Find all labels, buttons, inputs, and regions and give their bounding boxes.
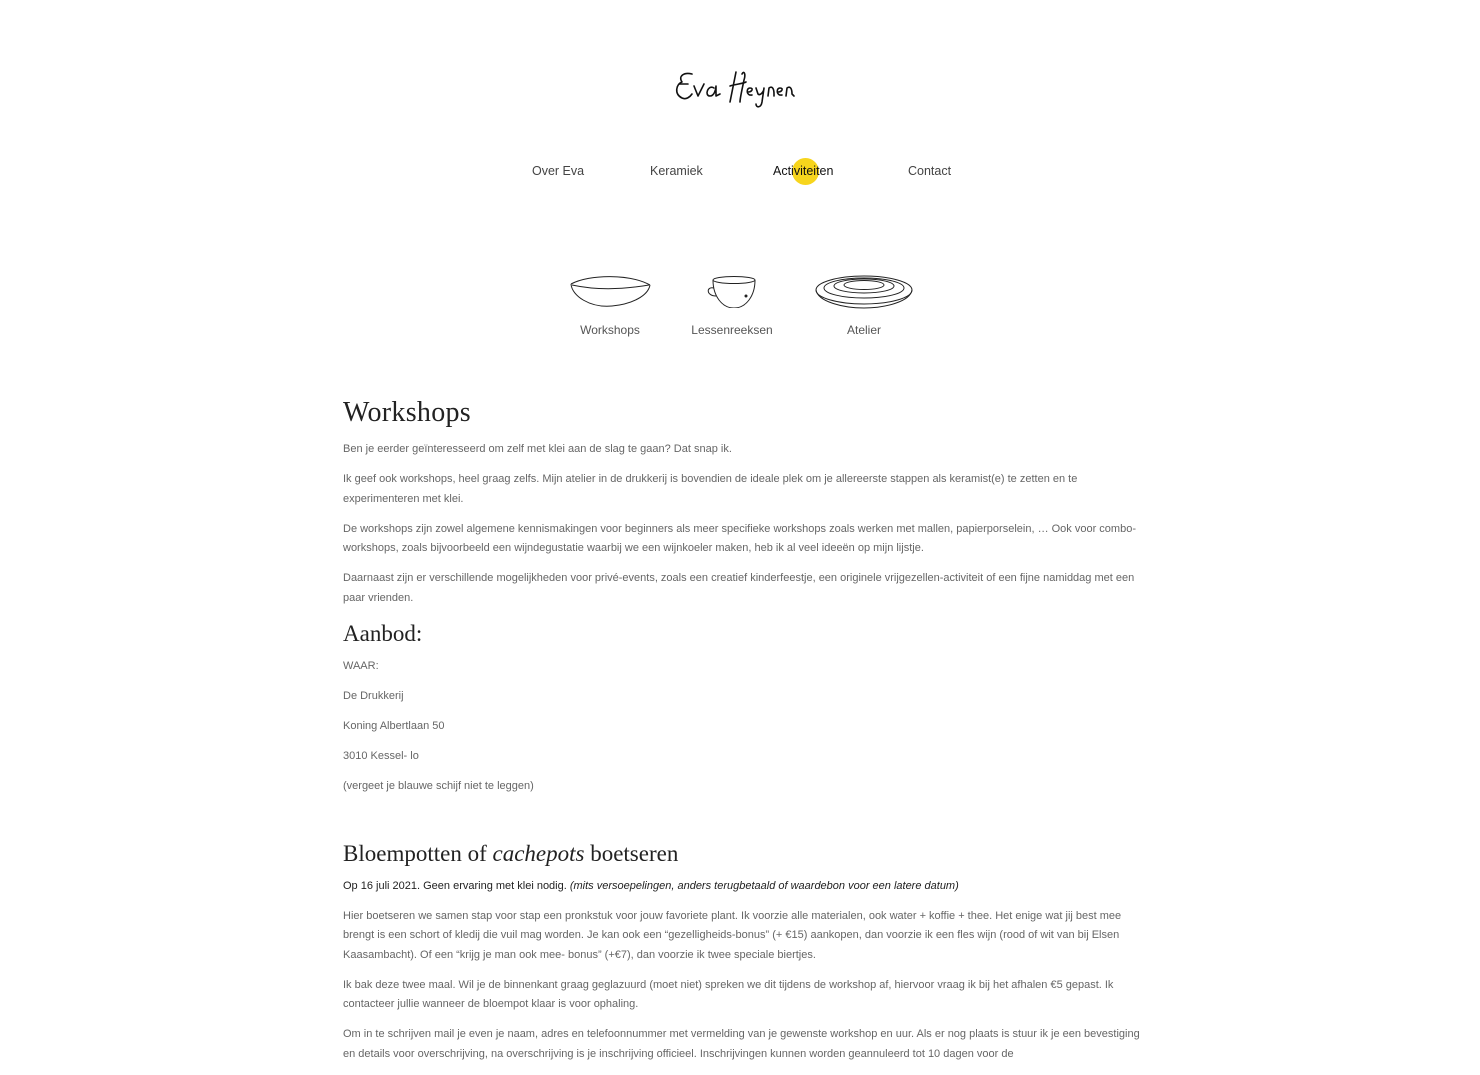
signature-logo-icon (670, 62, 810, 112)
paragraph: Ik bak deze twee maal. Wil je de binnenkant graag geglazuurd (moet niet) spreken we dit tijdens de workshop af, hiervoor vraag ik bij het afhalen €5 gepast. Ik contacteer jullie wanneer de bloempot klaar is voor ophaling. (343, 978, 1114, 1010)
bowl-icon (560, 268, 660, 308)
nav-item-label: Over Eva (532, 164, 585, 178)
subnav-item-atelier[interactable] (814, 268, 914, 343)
activity-subnav (0, 268, 1480, 348)
section-title-aanbod: Aanbod: (343, 620, 423, 646)
paragraph: De workshops zijn zowel algemene kennismakingen voor beginners als meer specifieke workshops zoals werken met mallen, papierporselein, … Ook voor combo-workshops, zoals bijvoorbeeld een wijndegustatie waarbij we een wijnkoeler maken, heb ik al veel ideeën op mijn lijstje. (343, 522, 1136, 554)
subnav-label: Workshops (580, 323, 640, 337)
address-line: Koning Albertlaan 50 (343, 719, 445, 732)
nav-item-label: Activiteiten (773, 164, 834, 178)
nav-item-contact[interactable] (908, 164, 951, 178)
section-title-workshops: Workshops (343, 397, 472, 428)
main-content (343, 390, 1143, 1075)
workshop-date-line: Op 16 juli 2021. Geen ervaring met klei nodig. (mits versoepelingen, anders terugbetaald of waardebon voor een latere datum) (343, 879, 959, 892)
paragraph: Ben je eerder geïnteresseerd om zelf met klei aan de slag te gaan? Dat snap ik. (343, 443, 732, 455)
subnav-item-lessenreeksen[interactable] (682, 268, 782, 343)
paragraph: Ik geef ook workshops, heel graag zelfs. Mijn atelier in de drukkerij is bovendien de ideale plek om je allereerste stappen als keramist(e) te zetten en te experimenteren met klei. (343, 473, 1078, 505)
paragraph: Om in te schrijven mail je even je naam, adres en telefoonnummer met vermelding van je gewenste workshop en uur. Als er nog plaats is stuur ik je een bevestiging en details voor overschrijving, na overschrijving is je inschrijving officieel. Inschrijvingen kunnen worden geannuleerd tot 10 dagen voor de (343, 1028, 1140, 1060)
address-line: (vergeet je blauwe schijf niet te leggen) (343, 779, 534, 792)
address-block (343, 657, 1143, 797)
subnav-label: Lessenreeksen (691, 323, 773, 337)
plates-icon (814, 268, 914, 312)
paragraph: Hier boetseren we samen stap voor stap een pronkstuk voor jouw favoriete plant. Ik voorzie alle materialen, ook water + koffie + thee. Het enige wat jij best mee brengt is een schort of kledij die vuil mag worden. Je kan ook een “gezelligheids-bonus” (+ €15) aankopen, dan voorzie ik een fles wijn (rood of wit van bij Elsen Kaasambacht). Of een “krijg je man ook mee- bonus” (+€7), dan voorzie ik twee speciale biertjes. (343, 909, 1122, 961)
paragraph: Daarnaast zijn er verschillende mogelijkheden voor privé-events, zoals een creatief kinderfeestje, een originele vrijgezellen-activiteit of een fijne namiddag met een paar vrienden. (343, 572, 1135, 604)
cup-icon (682, 268, 782, 308)
section-title-bloempotten: Bloempotten of cachepots boetseren (343, 840, 679, 866)
subnav-item-workshops[interactable] (560, 268, 660, 343)
nav-item-keramiek[interactable] (650, 164, 703, 178)
nav-item-label: Keramiek (650, 164, 703, 178)
main-nav (0, 164, 1480, 184)
address-line: De Drukkerij (343, 689, 404, 702)
nav-item-activiteiten[interactable] (773, 164, 833, 178)
logo[interactable] (670, 62, 810, 112)
nav-item-label: Contact (908, 164, 952, 178)
subnav-label: Atelier (846, 323, 881, 337)
address-line: WAAR: (343, 659, 379, 672)
address-line: 3010 Kessel- lo (343, 749, 419, 762)
nav-item-over-eva[interactable] (532, 164, 584, 178)
